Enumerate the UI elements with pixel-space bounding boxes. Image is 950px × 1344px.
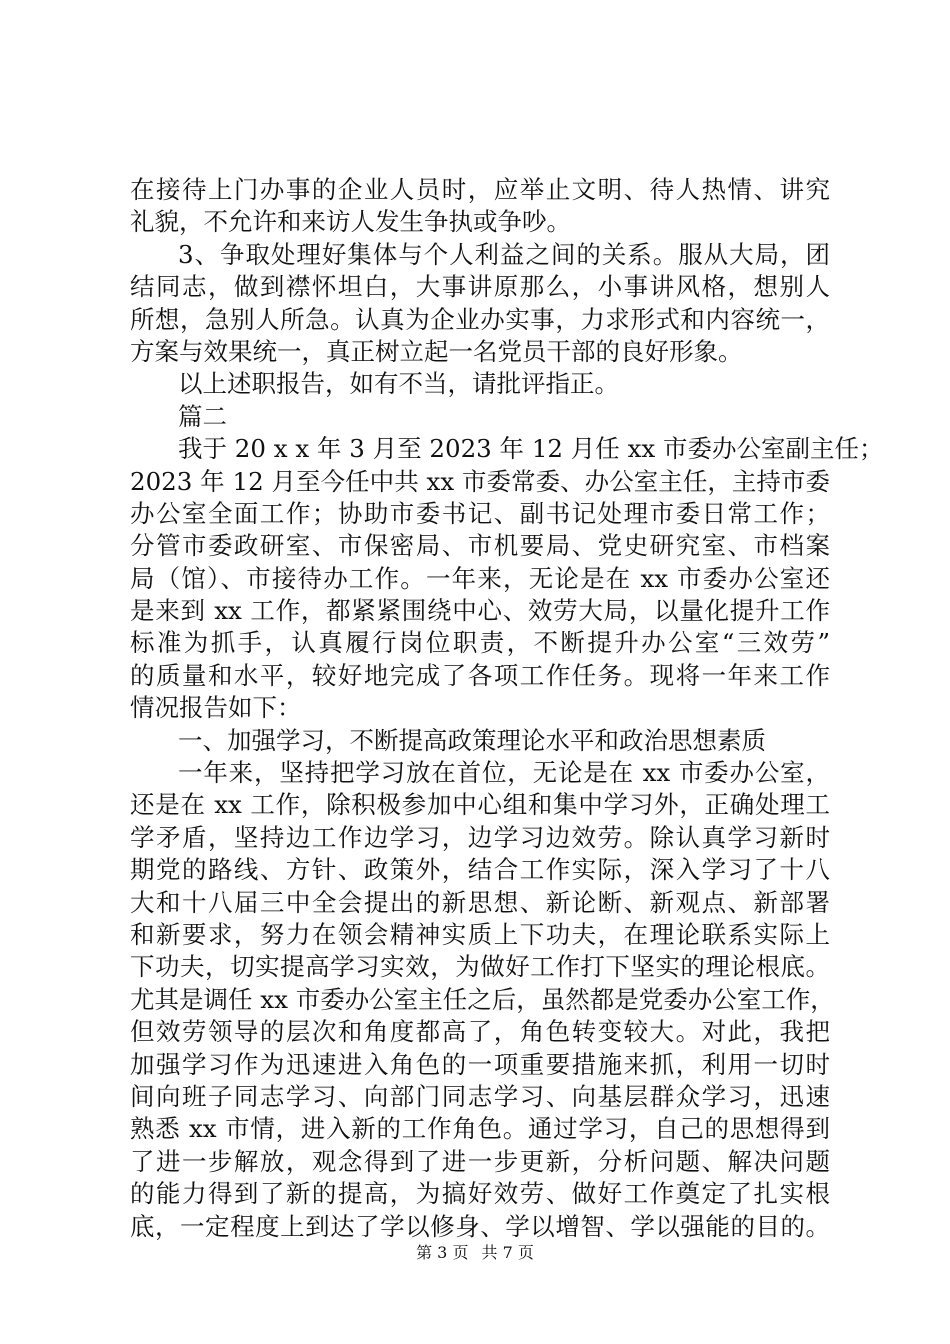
text-line: 了进一步解放，观念得到了进一步更新，分析问题、解决问题 [130, 1146, 830, 1176]
page-number: 第 3 页 [416, 1243, 469, 1262]
text-line: 所想，急别人所急。认真为企业办实事，力求形式和内容统一， [130, 304, 830, 334]
text-line: 办公室全面工作；协助市委书记、副书记处理市委日常工作； [130, 498, 830, 528]
page-footer [0, 1242, 950, 1264]
page-total: 共 7 页 [481, 1243, 534, 1262]
text-line: 以上述职报告，如有不当，请批评指正。 [178, 369, 619, 399]
text-line: 大和十八届三中全会提出的新思想、新论断、新观点、新部署 [130, 887, 830, 917]
text-line: 是来到 xx 工作，都紧紧围绕中心、效劳大局，以量化提升工作 [130, 596, 830, 626]
text-line: 方案与效果统一，真正树立起一名党员干部的良好形象。 [130, 336, 743, 366]
text-line: 和新要求，努力在领会精神实质上下功夫，在理论联系实际上 [130, 919, 830, 949]
text-line: 但效劳领导的层次和角度都高了，角色转变较大。对此，我把 [130, 1017, 830, 1047]
text-line: 期党的路线、方针、政策外，结合工作实际，深入学习了十八 [130, 855, 830, 885]
text-line: 在接待上门办事的企业人员时，应举止文明、待人热情、讲究 [130, 175, 830, 204]
text-line: 3、争取处理好集体与个人利益之间的关系。服从大局，团 [178, 239, 830, 269]
text-line: 还是在 xx 工作，除积极参加中心组和集中学习外，正确处理工 [130, 790, 830, 820]
text-line: 篇二 [178, 401, 227, 431]
text-line: 熟悉 xx 市情，进入新的工作角色。通过学习，自己的思想得到 [130, 1114, 830, 1144]
text-line: 的能力得到了新的提高，为搞好效劳、做好工作奠定了扎实根 [130, 1179, 830, 1209]
text-line: 情况报告如下： [130, 693, 302, 723]
text-line: 一、加强学习，不断提高政策理论水平和政治思想素质 [178, 725, 766, 755]
text-line: 礼貌，不允许和来访人发生争执或争吵。 [130, 207, 571, 237]
text-line: 间向班子同志学习、向部门同志学习、向基层群众学习，迅速 [130, 1081, 830, 1111]
text-line: 学矛盾，坚持边工作边学习，边学习边效劳。除认真学习新时 [130, 822, 830, 852]
text-line: 尤其是调任 xx 市委办公室主任之后，虽然都是党委办公室工作， [130, 984, 835, 1014]
text-line: 下功夫，切实提高学习实效，为做好工作打下坚实的理论根底。 [130, 952, 830, 982]
text-line: 的质量和水平，较好地完成了各项工作任务。现将一年来工作 [130, 660, 830, 690]
text-line: 2023 年 12 月至今任中共 xx 市委常委、办公室主任，主持市委 [130, 466, 830, 496]
text-line: 标准为抓手，认真履行岗位职责，不断提升办公室“三效劳” [130, 628, 830, 658]
text-line: 一年来，坚持把学习放在首位，无论是在 xx 市委办公室， [178, 758, 830, 788]
text-line: 局（馆）、市接待办工作。一年来，无论是在 xx 市委办公室还 [130, 563, 830, 593]
text-line: 加强学习作为迅速进入角色的一项重要措施来抓，利用一切时 [130, 1049, 830, 1079]
text-line: 分管市委政研室、市保密局、市机要局、党史研究室、市档案 [130, 531, 830, 561]
text-line: 我于 20 x x 年 3 月至 2023 年 12 月任 xx 市委办公室副主任； [178, 434, 884, 464]
text-line: 结同志，做到襟怀坦白，大事讲原那么，小事讲风格，想别人 [130, 272, 830, 302]
text-line: 底，一定程度上到达了学以修身、学以增智、学以强能的目的。 [130, 1211, 830, 1241]
document-body [130, 174, 884, 1243]
